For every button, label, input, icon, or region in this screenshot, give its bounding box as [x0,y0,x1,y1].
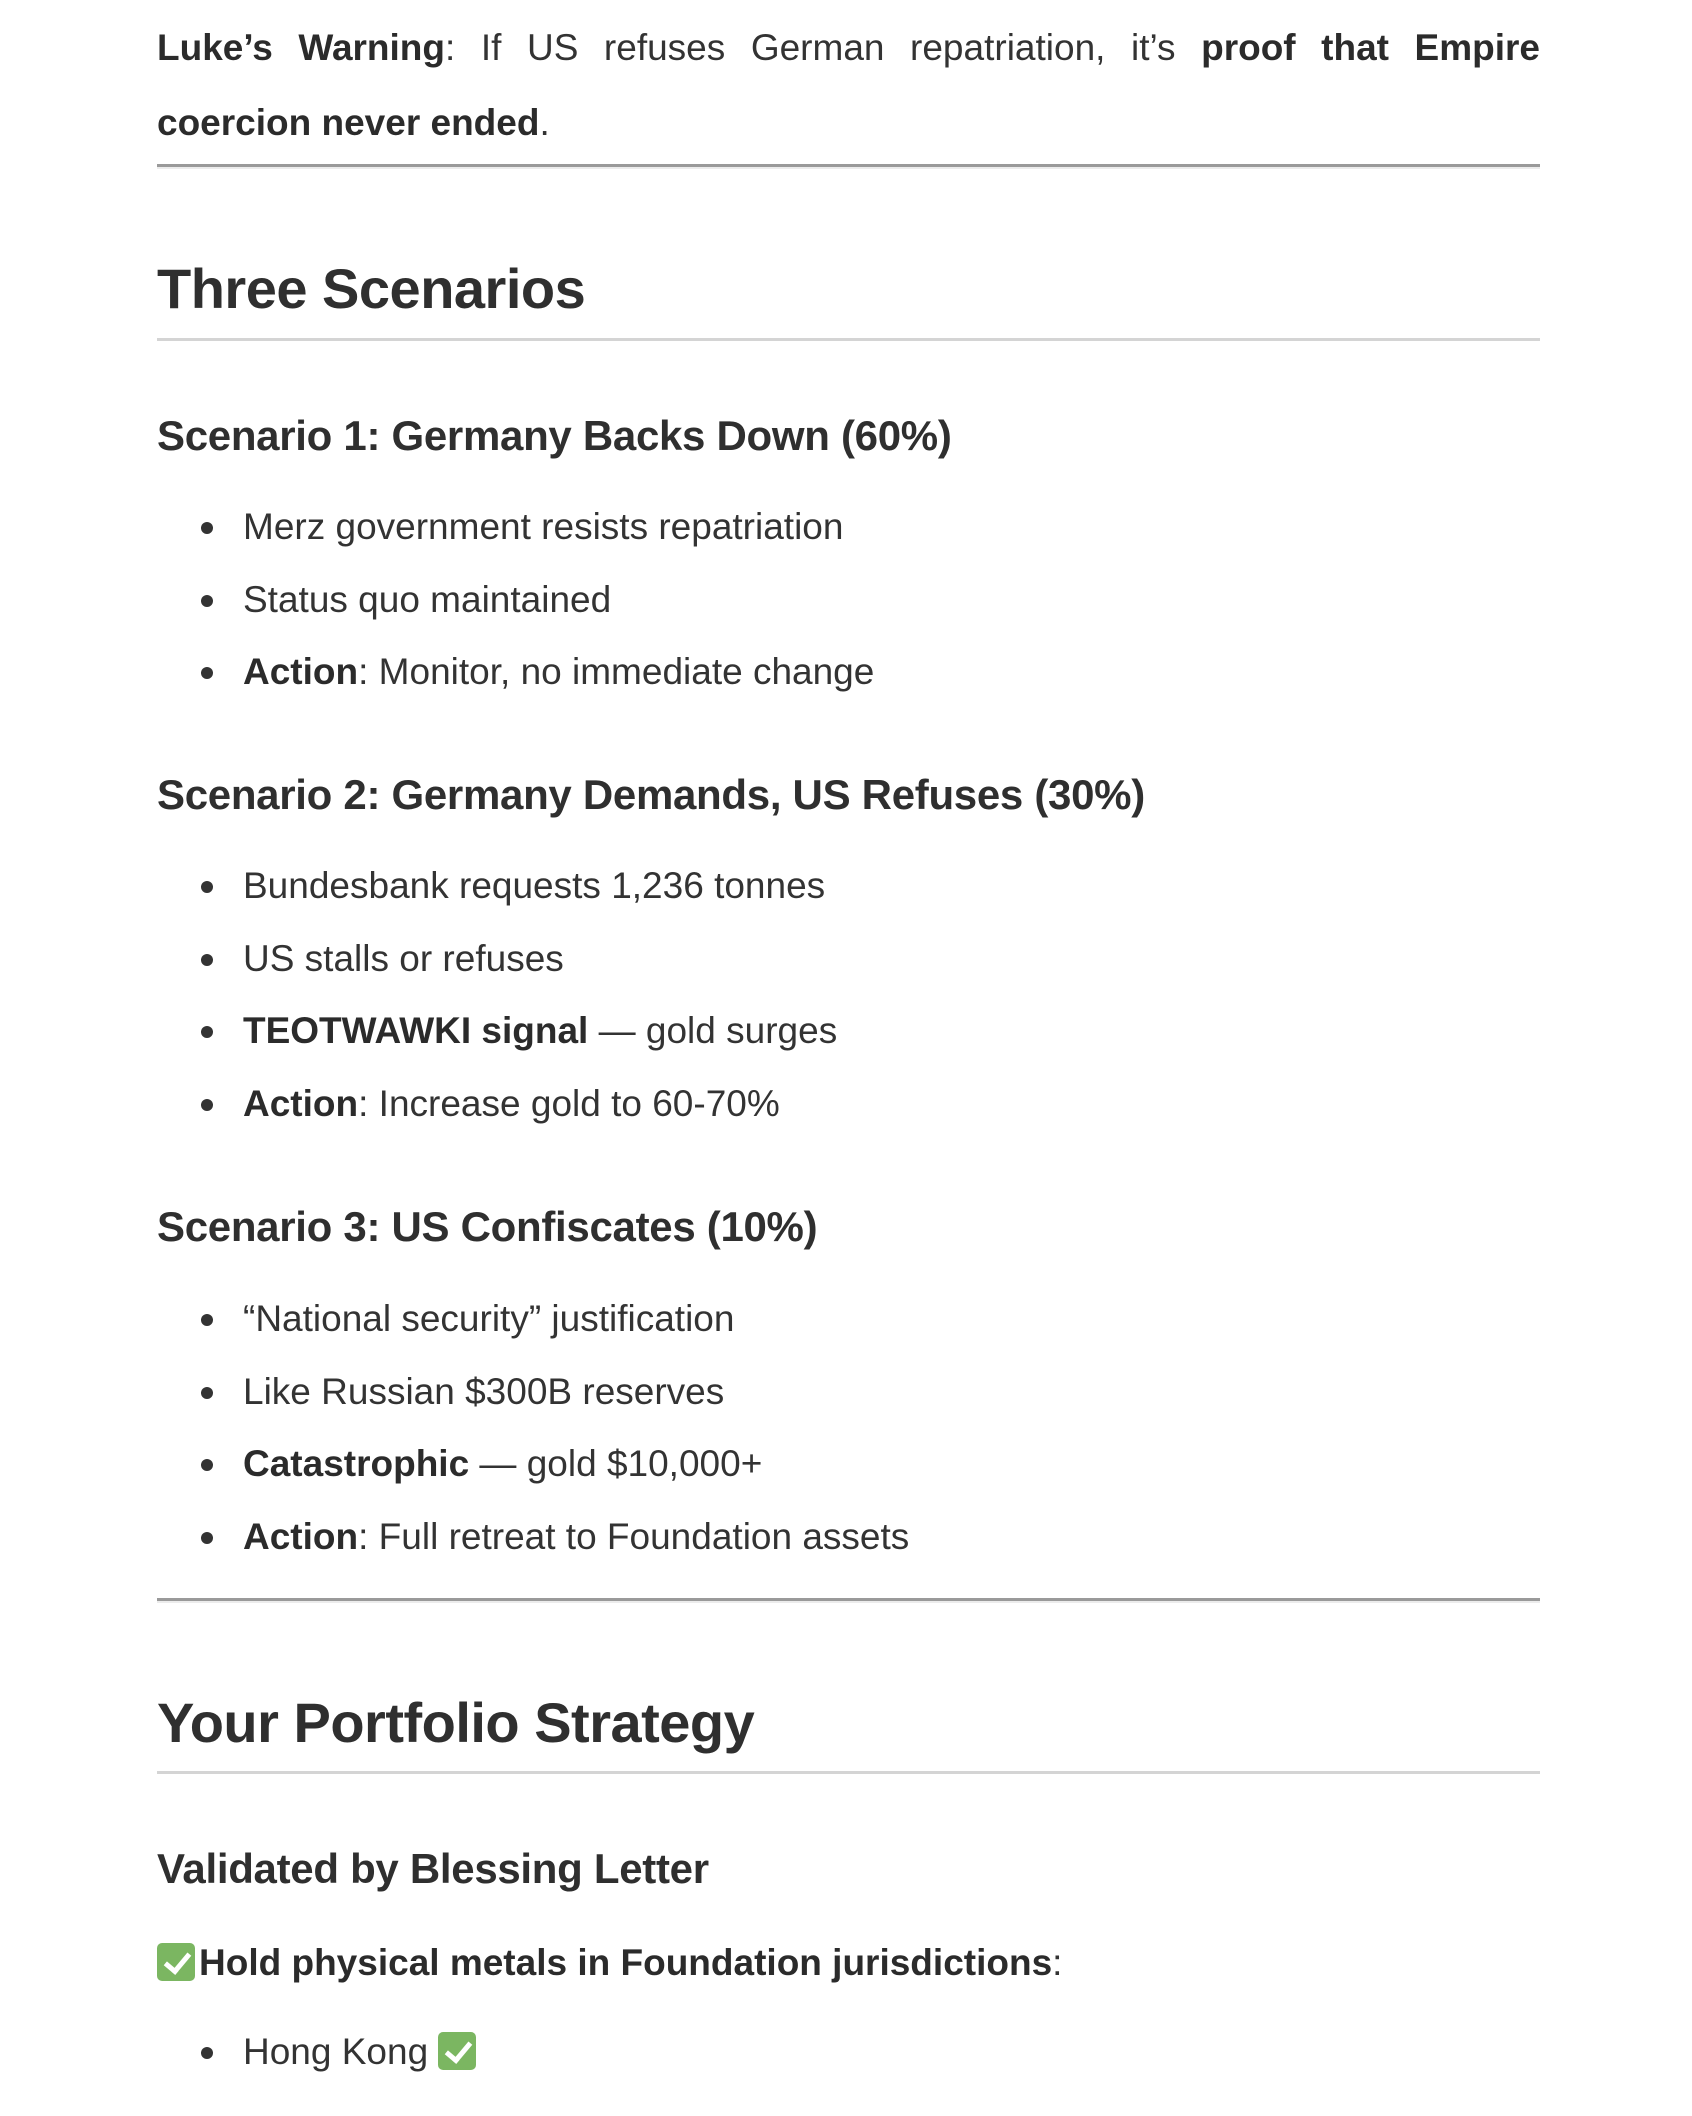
list-item [157,2016,1540,2089]
list-item [157,1356,1540,1429]
list-item [157,636,1540,709]
section-divider [157,1598,1540,1603]
item-bold: TEOTWAWKI signal [243,1010,589,1051]
item-text: Bundesbank requests 1,236 tonnes [243,865,826,906]
scenario-1-heading: Scenario 1: Germany Backs Down (60%) [157,412,952,459]
scenario-3-heading: Scenario 3: US Confiscates (10%) [157,1203,818,1250]
item-text: — gold surges [588,1010,838,1051]
heading-underline [157,338,1540,341]
scenario-2-list [157,850,1540,1140]
jurisdiction-name: Hong Kong [243,2031,429,2072]
jurisdictions-list [157,2016,1540,2089]
bullet-icon [201,1532,213,1544]
bullet-icon [201,2047,213,2059]
bullet-icon [201,954,213,966]
check-mark-button-icon [438,2032,476,2070]
bullet-icon [201,881,213,893]
hold-colon: : [1052,1942,1063,1983]
validated-heading: Validated by Blessing Letter [157,1845,709,1892]
item-bold: Catastrophic [243,1443,470,1484]
item-bold: Action [243,651,359,692]
list-item [157,923,1540,996]
item-bold: Action [243,1515,359,1557]
scenario-3-list [157,1283,1540,1573]
bullet-icon [201,522,213,534]
scenario-1-list [157,491,1540,709]
list-item [157,1428,1540,1501]
item-text: — gold $10,000+ [469,1443,763,1484]
bullet-icon [201,1314,213,1326]
warning-emphasis: proof that Empire coercion never ended [157,27,1540,143]
hold-metals-text: Hold physical metals in Foundation jurisdictions [199,1942,1053,1983]
bullet-icon [201,1387,213,1399]
list-item [157,1501,1540,1574]
portfolio-strategy-heading: Your Portfolio Strategy [157,1691,755,1754]
bullet-icon [201,1026,213,1038]
warning-colon: : [445,27,456,68]
item-text: : Monitor, no immediate change [358,651,875,692]
item-text: : Increase gold to 60-70% [358,1082,780,1124]
hold-metals-paragraph [157,1925,1540,2000]
item-text: Like Russian $300B reserves [243,1370,725,1412]
heading-underline [157,1771,1540,1774]
bullet-icon [201,1099,213,1111]
check-mark-button-icon [157,1943,195,1981]
bullet-icon [201,667,213,679]
item-text: US stalls or refuses [243,937,564,979]
warning-text: If US refuses German repatriation, it’s [455,27,1202,68]
list-item [157,995,1540,1068]
bullet-icon [201,1459,213,1471]
item-bold: Action [243,1082,359,1124]
list-item [157,491,1540,564]
three-scenarios-heading: Three Scenarios [157,257,586,320]
item-text: Status quo maintained [243,578,612,620]
list-item [157,564,1540,637]
list-item [157,1283,1540,1356]
scenario-2-heading: Scenario 2: Germany Demands, US Refuses (30%) [157,771,1145,818]
item-text: : Full retreat to Foundation assets [358,1515,910,1557]
warning-paragraph [157,10,1540,160]
section-divider [157,164,1540,169]
item-text: “National security” justification [243,1298,735,1339]
bullet-icon [201,595,213,607]
list-item [157,850,1540,923]
warning-end: . [539,102,550,143]
item-text: Merz government resists repatriation [243,506,844,547]
warning-label: Luke’s Warning [157,27,446,68]
list-item [157,1068,1540,1141]
